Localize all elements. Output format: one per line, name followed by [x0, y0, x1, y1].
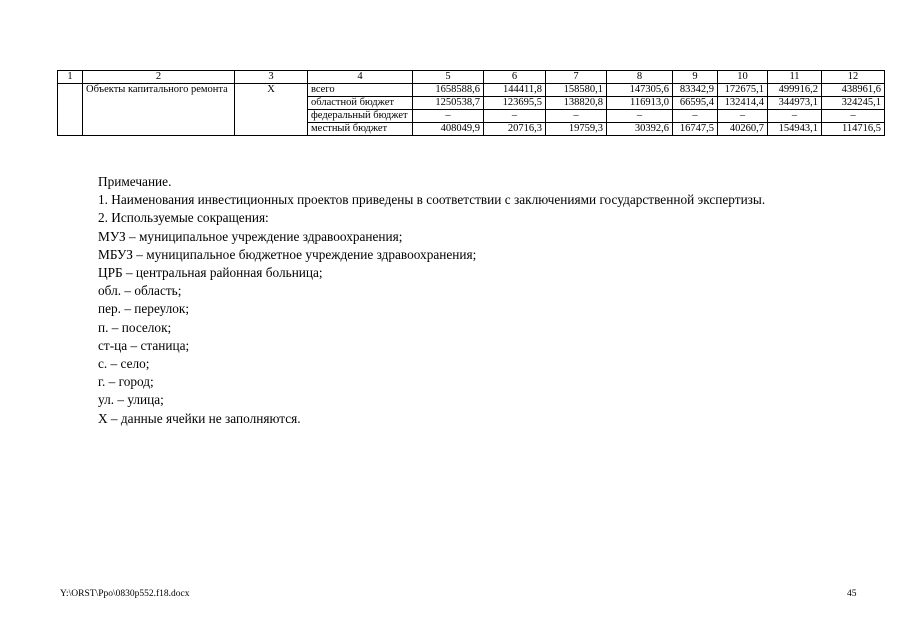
- footer-file-path: Y:\ORST\Ppo\0830p552.f18.docx: [60, 589, 190, 599]
- page-number: 45: [847, 589, 857, 599]
- value-cell: 40260,7: [718, 123, 768, 136]
- value-cell: 132414,4: [718, 97, 768, 110]
- value-cell: 30392,6: [607, 123, 673, 136]
- value-cell: 408049,9: [413, 123, 484, 136]
- table-header-row: [58, 71, 885, 84]
- value-cell: 19759,3: [546, 123, 607, 136]
- value-cell: 144411,8: [484, 84, 546, 97]
- notes-block: [98, 173, 888, 428]
- budget-table: [57, 70, 885, 136]
- header-cell: 9: [673, 71, 718, 84]
- header-cell: 1: [58, 71, 83, 84]
- row-label: местный бюджет: [308, 123, 413, 136]
- header-cell: 6: [484, 71, 546, 84]
- value-cell: 147305,6: [607, 84, 673, 97]
- abbreviation-line: ст-ца – станица;: [98, 337, 190, 353]
- value-cell: 138820,8: [546, 97, 607, 110]
- header-cell: 11: [768, 71, 822, 84]
- value-cell: –: [822, 110, 885, 123]
- value-cell: 116913,0: [607, 97, 673, 110]
- header-cell: 5: [413, 71, 484, 84]
- header-cell: 8: [607, 71, 673, 84]
- object-name-cell: Объекты капитального ремонта: [83, 84, 235, 136]
- value-cell: 324245,1: [822, 97, 885, 110]
- value-cell: 499916,2: [768, 84, 822, 97]
- value-cell: 438961,6: [822, 84, 885, 97]
- value-cell: 16747,5: [673, 123, 718, 136]
- abbreviation-line: обл. – область;: [98, 283, 182, 299]
- value-cell: 158580,1: [546, 84, 607, 97]
- header-cell: 12: [822, 71, 885, 84]
- value-cell: 154943,1: [768, 123, 822, 136]
- row-label: областной бюджет: [308, 97, 413, 110]
- value-cell: –: [673, 110, 718, 123]
- abbreviation-line: МБУЗ – муниципальное бюджетное учреждение здравоохранения;: [98, 246, 477, 262]
- value-cell: –: [484, 110, 546, 123]
- value-cell: 172675,1: [718, 84, 768, 97]
- value-cell: –: [413, 110, 484, 123]
- abbreviation-line: г. – город;: [98, 374, 154, 390]
- abbreviation-line: пер. – переулок;: [98, 301, 190, 317]
- value-cell: 1658588,6: [413, 84, 484, 97]
- abbreviation-line: п. – поселок;: [98, 319, 172, 335]
- abbreviation-line: МУЗ – муниципальное учреждение здравоохранения;: [98, 228, 403, 244]
- value-cell: –: [546, 110, 607, 123]
- value-cell: 20716,3: [484, 123, 546, 136]
- row-label: всего: [308, 84, 413, 97]
- value-cell: 66595,4: [673, 97, 718, 110]
- abbreviation-line: с. – село;: [98, 356, 150, 372]
- value-cell: 344973,1: [768, 97, 822, 110]
- header-cell: 4: [308, 71, 413, 84]
- notes-heading: Примечание.: [98, 174, 172, 189]
- value-cell: 114716,5: [822, 123, 885, 136]
- number-cell: [58, 84, 83, 136]
- header-cell: 2: [83, 71, 235, 84]
- abbreviation-line: ЦРБ – центральная районная больница;: [98, 265, 323, 281]
- note-line: 1. Наименования инвестиционных проектов приведены в соответствии с заключениями государственной экспертизы.: [98, 192, 766, 208]
- row-label: федеральный бюджет: [308, 110, 413, 123]
- table-row: [58, 84, 885, 97]
- value-cell: –: [718, 110, 768, 123]
- value-cell: 123695,5: [484, 97, 546, 110]
- header-cell: 7: [546, 71, 607, 84]
- x-mark-cell: Х: [235, 84, 308, 136]
- header-cell: 10: [718, 71, 768, 84]
- value-cell: 83342,9: [673, 84, 718, 97]
- abbreviation-line: ул. – улица;: [98, 392, 164, 408]
- header-cell: 3: [235, 71, 308, 84]
- value-cell: –: [607, 110, 673, 123]
- value-cell: 1250538,7: [413, 97, 484, 110]
- value-cell: –: [768, 110, 822, 123]
- note-line: 2. Используемые сокращения:: [98, 210, 269, 226]
- abbreviation-line: Х – данные ячейки не заполняются.: [98, 410, 301, 426]
